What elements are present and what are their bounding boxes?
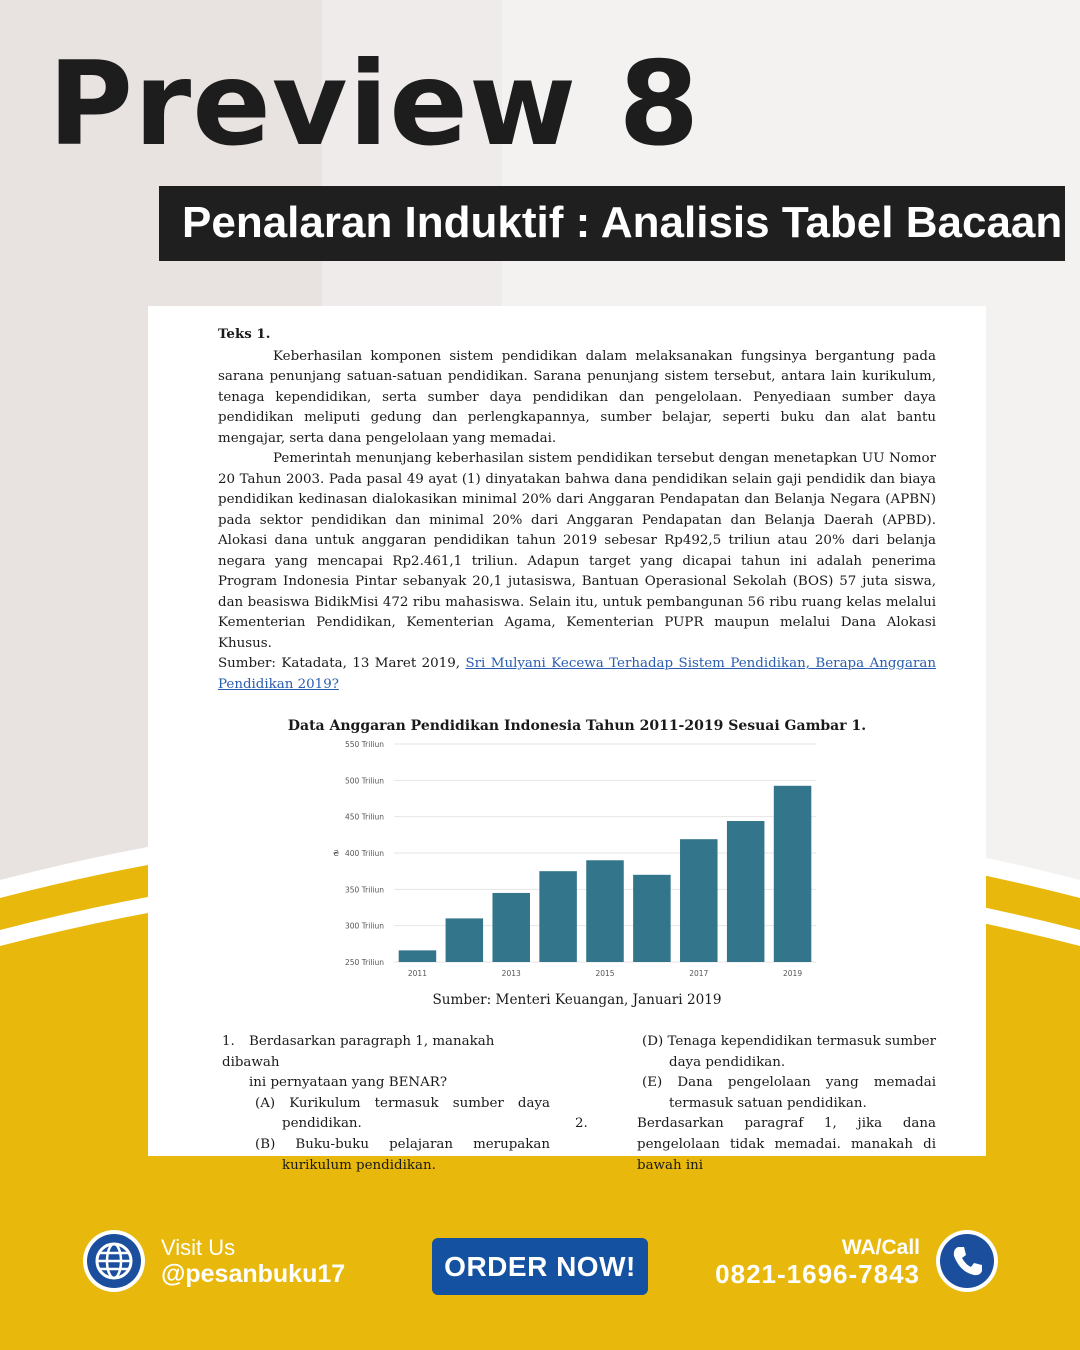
question-1-text-line-1: Berdasarkan paragraph 1, manakah dibawah bbox=[222, 1034, 495, 1070]
globe-icon-badge[interactable] bbox=[83, 1230, 145, 1292]
y-tick-label: 350 Triliun bbox=[345, 885, 385, 895]
document-paragraph-2: Pemerintah menunjang keberhasilan sistem pendidikan tersebut dengan menetapkan UU Nomor 20 Tahun 2003. Pada pasal 49 ayat (1) dinyatakan bahwa dana pendidikan selain gaji pendidik dan biaya pendidikan kedinasan dialokasikan minimal 20% dari Anggaran Pendapatan dan Belanja Negara (APBN) pada sektor pendidikan dan minimal 20% dari Anggaran Pendapatan dan Belanja Daerah (APBD). Alokasi dana untuk anggaran pendidikan tahun 2019 sebesar Rp492,5 triliun atau 20% dari belanja negara yang mencapai Rp2.461,1 triliun. Adapun target yang dicapai tahun ini adalah penerima Program Indonesia Pintar sebanyak 20,1 jutasiswa, Bantuan Operasional Sekolah (BOS) 57 juta siswa, dan beasiswa BidikMisi 472 ribu mahasiswa. Selain itu, untuk pembangunan 56 ribu ruang kelas melalui Kementerian Pendidikan, Kementerian Agama, Kementerian PUPR maupun melalui Dana Alokasi Khusus. bbox=[218, 451, 936, 651]
y-tick-label: 250 Triliun bbox=[345, 958, 385, 967]
x-tick-label: 2015 bbox=[595, 969, 615, 978]
y-tick-label: 500 Triliun bbox=[345, 776, 385, 786]
x-tick-label: 2013 bbox=[501, 969, 521, 978]
page-subtitle: Penalaran Induktif : Analisis Tabel Bacaan bbox=[182, 198, 1063, 247]
question-1 bbox=[222, 1032, 550, 1073]
question-1-option-a: (A) Kurikulum termasuk sumber daya pendidikan. bbox=[255, 1095, 550, 1132]
page-title: Preview 8 bbox=[48, 37, 701, 172]
document-paragraph-1: Keberhasilan komponen sistem pendidikan dalam melaksanakan fungsinya bergantung pada sarana penunjang satuan-satuan pendidikan. Sarana penunjang sistem tersebut, antara lain kurikulum, tenaga kependidikan, serta sumber daya pendidikan dan pengelolaan. Penyediaan sumber daya pendidikan meliputi gedung dan perlengkapannya, sumber belajar, seperti buku dan alat bantu mengajar, serta dana pengelolaan yang memadai. bbox=[218, 348, 936, 446]
bar-2016 bbox=[633, 875, 671, 962]
x-tick-label: 2017 bbox=[689, 969, 709, 978]
x-tick-label: 2019 bbox=[783, 969, 803, 978]
y-tick-label: 450 Triliun bbox=[345, 812, 385, 822]
x-tick-label: 2011 bbox=[407, 969, 427, 978]
question-1-text-line-2: ini pernyataan yang BENAR? bbox=[249, 1075, 448, 1091]
question-1-number: 1. bbox=[222, 1034, 235, 1049]
visit-us-label: Visit Us bbox=[161, 1235, 236, 1260]
phone-icon-badge[interactable] bbox=[936, 1230, 998, 1292]
y-tick-label: 550 Triliun bbox=[345, 740, 385, 749]
bar-2018 bbox=[727, 821, 765, 962]
phone-icon bbox=[940, 1234, 994, 1288]
question-1-option-d: (D) Tenaga kependidikan termasuk sumber daya pendidikan. bbox=[642, 1034, 936, 1070]
bar-2014 bbox=[539, 871, 577, 962]
question-2-number: 2. bbox=[575, 1116, 588, 1132]
phone-number[interactable]: 0821-1696-7843 bbox=[715, 1259, 920, 1289]
social-handle[interactable]: @pesanbuku17 bbox=[161, 1260, 346, 1288]
question-1-option-b: (B) Buku-buku pelajaran merupakan kurikulum pendidikan. bbox=[255, 1136, 550, 1173]
document-source-prefix: Sumber: Katadata, 13 Maret 2019, bbox=[218, 656, 466, 671]
globe-icon bbox=[87, 1234, 141, 1288]
chart-source: Sumber: Menteri Keuangan, Januari 2019 bbox=[432, 992, 722, 1008]
document-heading: Teks 1. bbox=[218, 326, 271, 342]
questions-left-column bbox=[222, 1032, 550, 1176]
questions-right-column bbox=[575, 1032, 936, 1176]
question-1-option-e: (E) Dana pengelolaan yang memadai termasuk satuan pendidikan. bbox=[642, 1075, 936, 1111]
wa-call-label: WA/Call bbox=[841, 1236, 920, 1259]
document-source-link[interactable]: Sri Mulyani Kecewa Terhadap Sistem Pendidikan, Berapa Anggaran Pendidikan 2019? bbox=[218, 656, 936, 692]
y-tick-label: 400 Triliun bbox=[345, 849, 385, 858]
question-2-text: Berdasarkan paragraf 1, jika dana pengelolaan tidak memadai. manakah di bawah ini bbox=[637, 1116, 936, 1173]
bar-2013 bbox=[492, 893, 530, 962]
bar-2015 bbox=[586, 860, 624, 962]
y-axis-symbol: ₴ bbox=[333, 849, 340, 858]
bar-2012 bbox=[446, 918, 484, 962]
question-2 bbox=[575, 1114, 936, 1176]
chart-title: Data Anggaran Pendidikan Indonesia Tahun 2011-2019 Sesuai Gambar 1. bbox=[287, 718, 867, 734]
y-tick-label: 300 Triliun bbox=[345, 921, 385, 931]
order-now-button[interactable]: ORDER NOW! bbox=[432, 1238, 648, 1295]
bar-2011 bbox=[399, 950, 437, 962]
bar-2017 bbox=[680, 839, 718, 962]
bar-chart bbox=[148, 306, 986, 1156]
bar-2019 bbox=[774, 786, 812, 962]
document-preview bbox=[148, 306, 986, 1173]
